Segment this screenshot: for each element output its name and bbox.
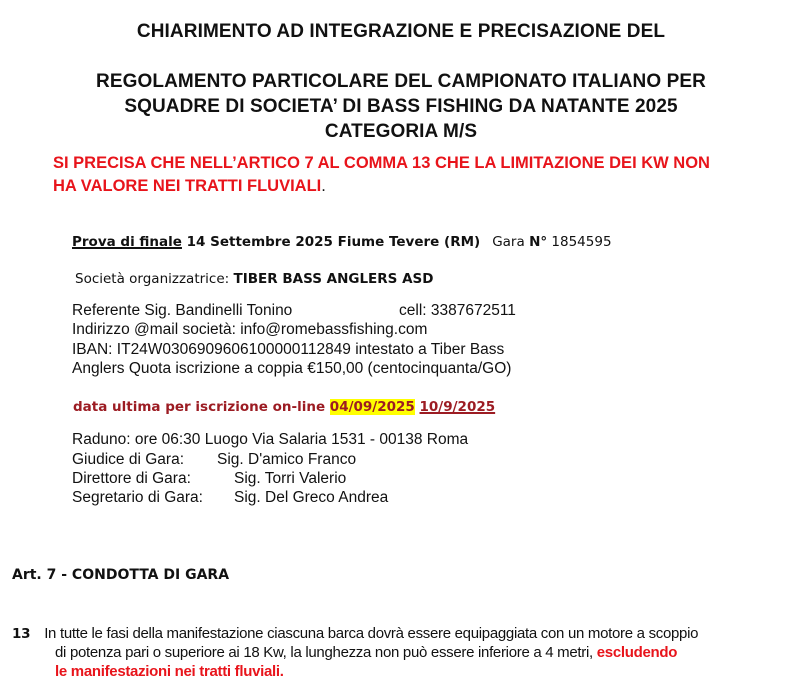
clause-text-1: In tutte le fasi della manifestazione ciascuna barca dovrà essere equipaggiata con un motore a scoppio [44, 625, 699, 642]
official-giudice-role: Giudice di Gara: [72, 451, 184, 468]
title-line-4: CATEGORIA M/S [324, 121, 478, 142]
notice-line-2-text: HA VALORE NEI TRATTI FLUVIALI [53, 177, 322, 195]
title-line-1: CHIARIMENTO AD INTEGRAZIONE E PRECISAZIONE DEL [136, 21, 666, 42]
clause-line-2 [55, 644, 677, 661]
official-segretario-role: Segretario di Gara: [72, 489, 203, 506]
organizer-line [75, 271, 433, 287]
deadline-new-date: 10/9/2025 [419, 399, 496, 415]
event-details: 14 Settembre 2025 Fiume Tevere (RM) [181, 234, 481, 250]
gara-no-label: N° [529, 234, 548, 250]
clause-line-3 [55, 663, 284, 680]
official-direttore-name: Sig. Torri Valerio [234, 470, 347, 487]
deadline-old-date: 04/09/2025 [329, 399, 415, 415]
official-giudice-name: Sig. D'amico Franco [217, 451, 357, 468]
gara-label: Gara [492, 234, 530, 250]
title-line-2: REGOLAMENTO PARTICOLARE DEL CAMPIONATO ITALIANO PER [96, 71, 706, 92]
clause-number: 13 [12, 626, 31, 642]
official-direttore-role: Direttore di Gara: [72, 470, 191, 487]
title-line-3: SQUADRE DI SOCIETA’ DI BASS FISHING DA NATANTE 2025 [124, 96, 678, 117]
quota-line: Anglers Quota iscrizione a coppia €150,00 (centocinquanta/GO) [72, 360, 512, 377]
organizer-label: Società organizzatrice: [75, 271, 234, 287]
organizer-name: TIBER BASS ANGLERS ASD [233, 271, 434, 287]
official-segretario-name: Sig. Del Greco Andrea [234, 489, 389, 506]
event-label: Prova di finale [72, 234, 182, 250]
article-heading: Art. 7 - CONDOTTA DI GARA [12, 567, 230, 583]
raduno-line: Raduno: ore 06:30 Luogo Via Salaria 1531 - 00138 Roma [72, 431, 469, 448]
referente: Referente Sig. Bandinelli Tonino [72, 302, 293, 319]
clause-text-2-red: escludendo [596, 644, 678, 661]
clause-line-1 [12, 625, 698, 642]
notice-line-2 [53, 177, 326, 196]
deadline-line [73, 399, 495, 415]
clause-text-3-red: le manifestazioni nei tratti fluviali. [55, 663, 284, 680]
iban-line: IBAN: IT24W0306909606100000112849 intestato a Tiber Bass [72, 341, 505, 358]
notice-line-1: SI PRECISA CHE NELL’ARTICO 7 AL COMMA 13 CHE LA LIMITAZIONE DEI KW NON [53, 154, 710, 172]
gara-number: 1854595 [547, 234, 612, 250]
deadline-label: data ultima per iscrizione on-line [73, 399, 330, 415]
notice-period: . [321, 177, 326, 195]
event-line [72, 234, 612, 250]
email-line: Indirizzo @mail società: info@romebassfishing.com [72, 321, 428, 338]
cell-phone: cell: 3387672511 [399, 302, 516, 319]
clause-text-2: di potenza pari o superiore ai 18 Kw, la lunghezza non può essere inferiore a 4 metri, [55, 644, 597, 661]
